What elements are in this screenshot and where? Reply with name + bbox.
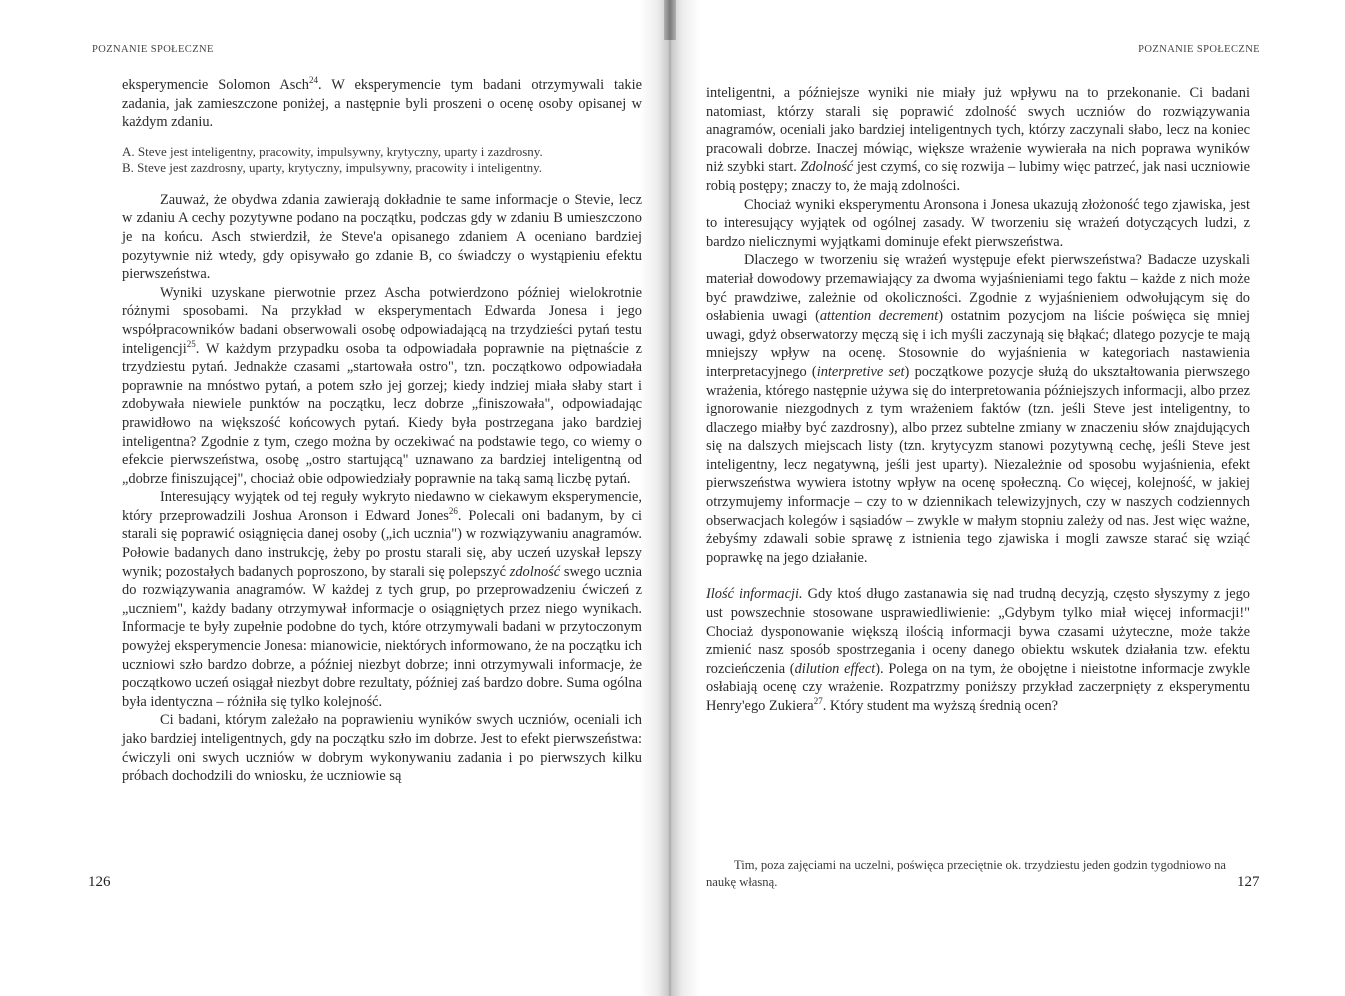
- left-paragraph-1: [122, 76, 642, 132]
- left-running-head: POZNANIE SPOŁECZNE: [92, 44, 214, 55]
- example-sentences: [122, 144, 642, 177]
- left-page-number: 126: [88, 874, 111, 890]
- footnote-ref: 27: [813, 696, 823, 707]
- left-text-column: [122, 76, 642, 786]
- text-run: Dlaczego w tworzeniu się wrażeń występuje efekt pierwszeństwa? Badacze uzyskali materiał dowodowy przemawiający za dwoma wyjaśnieniami tego faktu – każde z nich może być prawdziwe, zależnie od okoliczności. Zgodnie z wyjaśnieniem odwołującym się do osłabienia uwagi (: [706, 252, 1250, 325]
- text-run: inteligentni, a późniejsze wyniki nie miały już wpływu na to przekonanie. Ci badani natomiast, którzy starali się poprawić zdolność swych uczniów do rozwiązywania anagramów, oceniali jako bardziej inteligentnych tych, którzy zaczynali słabo, lecz na koniec pracowali dobrze. Inaczej mówiąc, większe wrażenie wywierała na nich poprawa wyników niż szybki start.: [706, 85, 1250, 176]
- right-paragraph-3: [706, 251, 1250, 567]
- text-run: . Który student ma wyższą średnią ocen?: [822, 698, 1059, 714]
- text-run: eksperymencie Solomon Asch: [122, 77, 309, 93]
- right-paragraph-4: [706, 585, 1250, 715]
- binding-mark: [664, 0, 676, 40]
- example-note-text: Tim, poza zajęciami na uczelni, poświęca przeciętnie ok. trzydziestu jeden godzin tygodniowo na naukę własną.: [706, 858, 1226, 889]
- text-run: swego ucznia do rozwiązywania anagramów. W każdej z tych grup, po przeprowadzeniu ćwiczeń z „uczniem", każdy badany otrzymywał informacje o osiągniętych przez niego wynikach. Informacje te były zupełnie podobne do tych, które otrzymywali badani w przytoczonym powyżej eksperymencie Jonesa: mianowicie, niektórych informowano, że na początku ich uczniowi szło bardzo dobrze, a później niezbyt dobrze; inni otrzymywali informacje, że początkowo uczeń osiągał niezbyt dobre rezultaty, później zaś bardzo dobre. Suma ogólna była identyczna – różniła się tylko kolejność.: [122, 563, 642, 710]
- text-run: Gdy ktoś długo zastanawia się nad trudną decyzją, często słyszymy z jego ust powszechnie stosowane usprawiedliwienie: „Gdybym tylko miał więcej informacji!" Chociaż dysponowanie większą ilością informacji bywa czasami użyteczne, może także zmienić nasz sposób spostrzegania i oceny danego obiektu wskutek działania tzw. efektu rozcieńczenia (: [706, 586, 1250, 677]
- example-a: A. Steve jest inteligentny, pracowity, impulsywny, krytyczny, uparty i zazdrosny.: [122, 143, 543, 159]
- text-run: ) ostatnim pozycjom na liście poświęca się mniej uwagi, gdyż obserwatorzy męczą się i ich myśli zaczynają się błąkać; dlatego pozycje te mają mniejszy wpływ na ocenę. Stosownie do wyjaśnienia w kategoriach nastawienia interpretacyjnego (: [706, 308, 1251, 380]
- right-running-head: POZNANIE SPOŁECZNE: [1138, 44, 1260, 55]
- left-paragraph-3: [122, 284, 642, 489]
- text-run: Wyniki uzyskane pierwotnie przez Ascha potwierdzono później wielokrotnie różnymi sposobami. Na przykład w eksperymentach Edwarda Jonesa i jego współpracowników badani obserwowali osobę odpowiadającą na trzydzieści pytań testu inteligencji: [122, 284, 642, 357]
- example-note: [706, 857, 1226, 891]
- left-paragraph-5: Ci badani, którym zależało na poprawieniu wyników swych uczniów, oceniali ich jako bardziej inteligentnych, gdy na początku szło im dobrze. Jest to efekt pierwszeństwa: ćwiczyli oni swych uczniów w dobrym wykonywaniu zadania i po pierwszych kilku próbach dochodzili do wniosku, że uczniowie są: [122, 712, 642, 785]
- left-paragraph-4: [122, 488, 642, 711]
- text-run: . W każdym przypadku osoba ta odpowiadała poprawnie na piętnaście z trzydziestu pytań. Jednakże czasami „startowała ostro", tzn. początkowo odpowiadała poprawnie na mnóstwo pytań, a potem szło jej gorzej; kiedy indziej miała słaby start i zdobywała niewiele punktów na początku, lecz dobrze „finiszowała", odpowiadając prawidłowo na większość końcowych pytań. Kiedy była postrzegana jako bardziej inteligentna? Zgodnie z tym, czego można by oczekiwać na podstawie tego, co wiemy o efekcie pierwszeństwa, osobę „ostro startującą" uznawano za bardziej inteligentną od „dobrze finiszującej", chociaż obie odpowiedziały poprawnie na taką samą liczbę pytań.: [122, 340, 642, 487]
- text-run: ). Polega on na tym, że obojętne i nieistotne informacje zwykle osłabiają ocenę czy wrażenie. Rozpatrzmy poniższy przykład zaczerpnięty z eksperymentu Henry'ego Zukiera: [706, 660, 1250, 714]
- right-page: [680, 0, 1345, 996]
- section-heading: Ilość informacji.: [706, 586, 803, 603]
- right-page-number: 127: [1237, 874, 1260, 890]
- italic-term: zdolność: [509, 563, 561, 580]
- left-page: [0, 0, 660, 996]
- text-run: . W eksperymencie tym badani otrzymywali takie zadania, jak zamieszczone poniżej, a następnie byli proszeni o ocenę osoby opisanej w każdym zdaniu.: [122, 77, 642, 131]
- italic-term: dilution effect: [794, 660, 876, 677]
- text-run: jest czymś, co się rozwija – lubimy więc patrzeć, jak nasi uczniowie robią postępy; znaczy to, że mają zdolności.: [706, 159, 1250, 194]
- text-run: Interesujący wyjątek od tej reguły wykryto niedawno w ciekawym eksperymencie, który przeprowadzili Joshua Aronson i Edward Jones: [122, 489, 642, 524]
- right-text-column: [706, 84, 1250, 716]
- left-paragraph-2: Zauważ, że obydwa zdania zawierają dokładnie te same informacje o Stevie, lecz w zdaniu A cechy pozytywne podano na początku, podczas gdy w zdaniu B umieszczono je na końcu. Asch stwierdził, że Steve'a opisanego zdaniem A oceniano bardziej pozytywnie niż wtedy, gdy opisywało go zdanie B, co świadczy o wystąpieniu efektu pierwszeństwa.: [122, 191, 642, 283]
- footnote-ref: 25: [186, 338, 196, 349]
- italic-term: Zdolność: [800, 159, 854, 176]
- italic-term: attention decrement: [819, 308, 939, 325]
- right-paragraph-1: [706, 84, 1250, 196]
- italic-term: interpretive set: [816, 363, 905, 380]
- right-paragraph-2: Chociaż wyniki eksperymentu Aronsona i Jonesa ukazują złożoność tego zjawiska, jest to interesujący wyjątek od ogólnej zasady. W tworzeniu się wrażeń dotyczących ludzi, z bardzo nielicznymi wyjątkami dominuje efekt pierwszeństwa.: [706, 196, 1250, 250]
- footnote-ref: 24: [308, 75, 318, 86]
- text-run: ) początkowe pozycje służą do ukształtowania pierwszego wrażenia, którego następnie używa się do interpretowania późniejszych informacji, albo przez ignorowanie niezgodnych z tym wrażeniem faktów (tzn. jeśli Steve jest inteligentny, to dlaczego miałby być zazdrosny), albo przez subtelne zmiany w znaczeniu słów znajdujących się na dalszych miejscach listy (tzn. krytycyzm stanowi pozytywną cechę, jeśli Steve jest inteligentny, lecz negatywną, jeśli jest uparty). Niezależnie od sposobu wyjaśnienia, efekt pierwszeństwa wywiera istotny wpływ na ocenę społeczną. Co więcej, kolejność, w jakiej otrzymujemy informacje – czy to w dziennikach telewizyjnych, czy w naszych codziennych obserwacjach kolegów i sąsiadów – zwykle w małym stopniu zależy od nas. Jest więc ważne, żebyśmy zdawali sobie sprawę z istnienia tego zjawiska i mogli zawsze starać się wziąć poprawkę na jego działanie.: [706, 363, 1251, 566]
- footnote-ref: 26: [448, 506, 458, 517]
- text-run: . Polecali oni badanym, by ci starali się poprawić osiągnięcia danej osoby („ich ucznia") w rozwiązywaniu anagramów. Połowie badanych dano instrukcję, żeby po prostu starali się, aby uczeń uzyskał lepszy wynik; pozostałych badanych poproszono, by starali się polepszyć: [122, 507, 642, 580]
- example-b: B. Steve jest zazdrosny, uparty, krytyczny, impulsywny, pracowity i inteligentny.: [122, 160, 542, 176]
